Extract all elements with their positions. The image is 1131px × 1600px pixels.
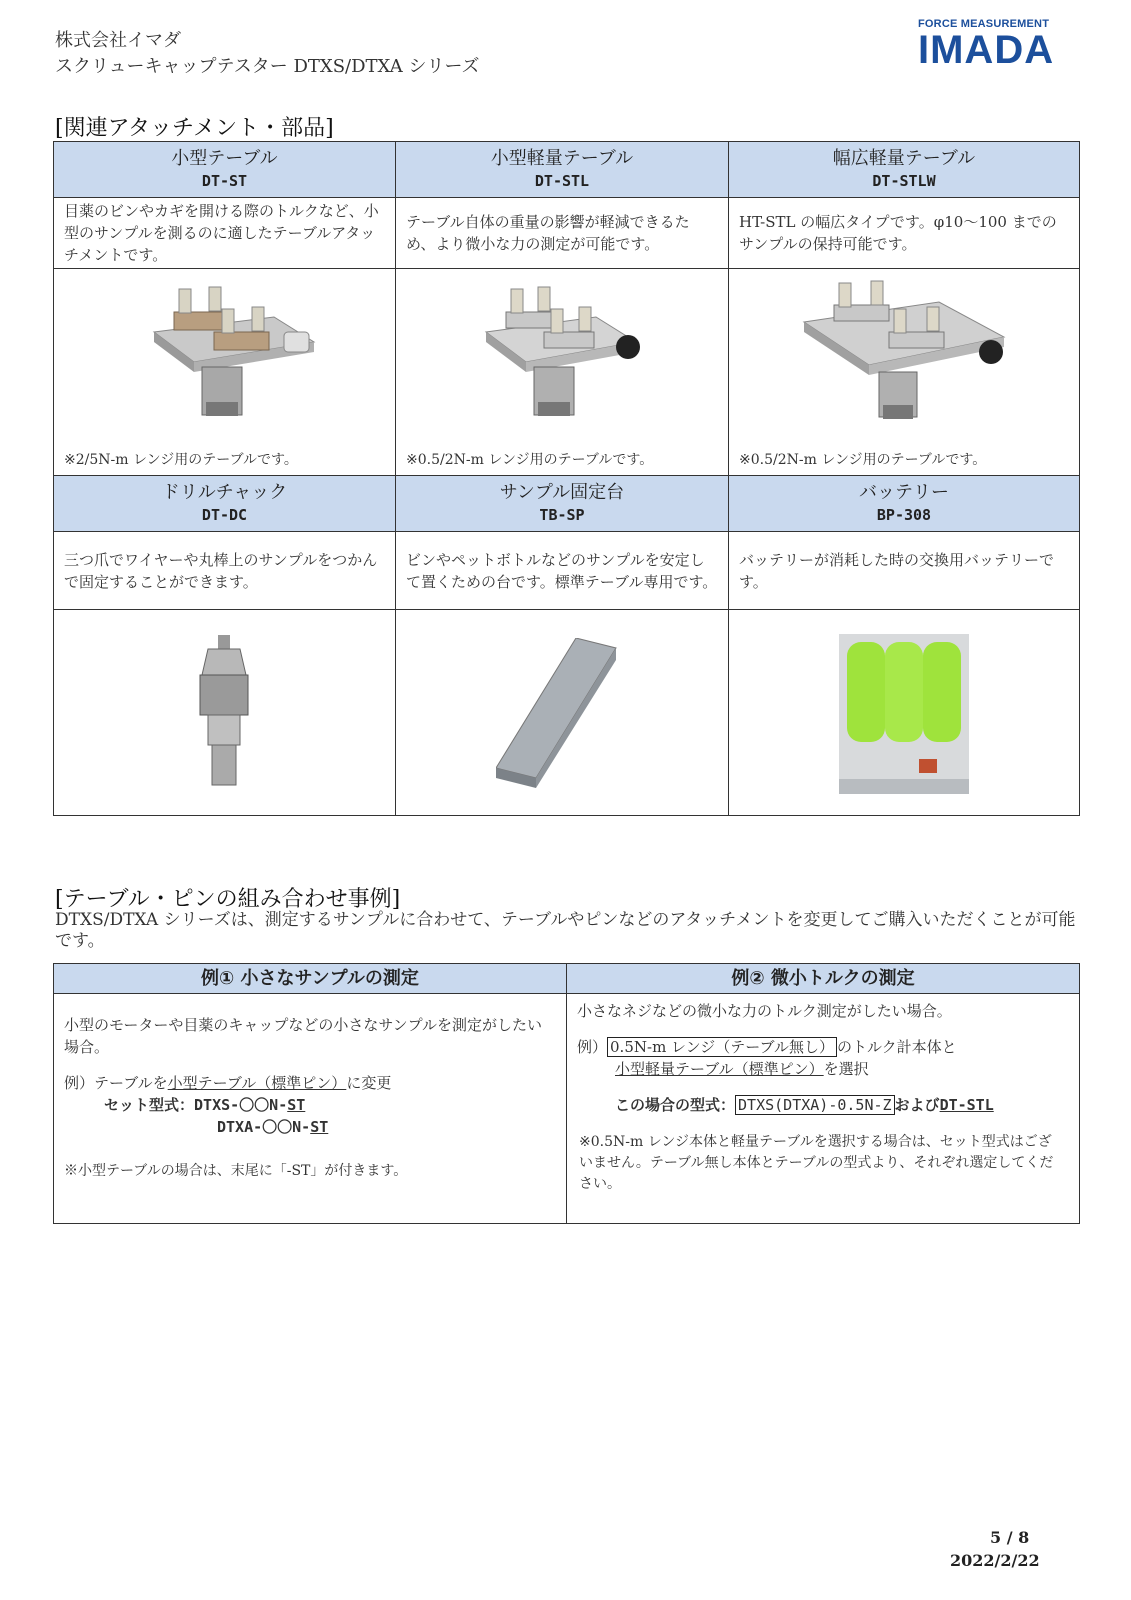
attachment-header-dt-stl (396, 142, 729, 198)
attachment-desc: 目薬のビンやカギを開ける際のトルクなど、小型のサンプルを測るのに適したテーブルアタッチメントです。 (54, 198, 396, 269)
small-table-image (144, 277, 324, 427)
logo-tagline: FORCE MEASUREMENT (918, 18, 1050, 30)
logo-wordmark: IMADA (918, 28, 1055, 72)
example2-underlined: 小型軽量テーブル（標準ピン） (615, 1060, 824, 1078)
set-label: セット型式： (104, 1096, 195, 1114)
attachment-name: 幅広軽量テーブル (832, 147, 976, 169)
company-name: 株式会社イマダ (55, 30, 181, 51)
example1-note: ※小型テーブルの場合は、末尾に「-ST」が付きます。 (64, 1163, 408, 1179)
attachment-header-tb-sp (396, 476, 729, 532)
attachment-image-cell (396, 610, 729, 816)
attachments-section-title: [関連アタッチメント・部品] (55, 116, 334, 141)
model2-suffix: ST (310, 1118, 329, 1136)
attachment-code: DT-STL (534, 171, 590, 190)
attachment-code: DT-STLW (872, 171, 936, 190)
imada-logo (918, 18, 1068, 70)
attachment-image-cell (396, 269, 729, 476)
example1-underlined: 小型テーブル（標準ピン） (167, 1074, 347, 1092)
example2-body (567, 994, 1080, 1224)
attachment-header-dt-dc (54, 476, 396, 532)
drill-chuck-image (194, 635, 254, 795)
attachment-note: ※0.5/2N-m レンジ用のテーブルです。 (739, 452, 987, 468)
combination-intro: DTXS/DTXA シリーズは、測定するサンプルに合わせて、テーブルやピンなどのアタッチメントを変更してご購入いただくことが可能です。 (55, 910, 1076, 951)
attachment-code: DT-DC (201, 505, 248, 524)
sample-stand-image (496, 638, 636, 788)
document-date: 2022/2/22 (950, 1551, 1040, 1570)
attachment-note: ※2/5N-m レンジ用のテーブルです。 (64, 452, 298, 468)
attachment-name: ドリルチャック (161, 481, 288, 503)
page-number: 5 / 8 (990, 1528, 1030, 1547)
small-light-table-image (476, 277, 656, 427)
attachment-desc: ビンやペットボトルなどのサンプルを安定して置くための台です。標準テーブル専用です。 (396, 532, 729, 610)
combination-section-title: [テーブル・ピンの組み合わせ事例] (55, 887, 401, 912)
attachment-image-cell (729, 610, 1080, 816)
attachment-desc: HT-STL の幅広タイプです。φ10～100 までのサンプルの保持可能です。 (729, 198, 1080, 269)
example2-header: 例② 微小トルクの測定 (567, 964, 1080, 994)
attachment-code: DT-ST (201, 171, 248, 190)
example2-example (567, 1022, 1079, 1058)
attachment-code: BP-308 (876, 505, 932, 524)
product-name: スクリューキャップテスター DTXS/DTXA シリーズ (55, 56, 480, 77)
example2-prefix: 例） (577, 1038, 608, 1056)
example1-prefix: 例）テーブルを (64, 1074, 168, 1092)
attachment-image-cell (54, 269, 396, 476)
attachment-code: TB-SP (539, 505, 585, 524)
attachment-note: ※0.5/2N-m レンジ用のテーブルです。 (406, 452, 654, 468)
example1-text: 小型のモーターや目薬のキャップなどの小さなサンプルを測定がしたい場合。 (64, 1016, 543, 1056)
attachment-name: 小型テーブル (171, 147, 278, 169)
model1-base: DTXS-〇〇N- (194, 1096, 288, 1114)
model-label: この場合の型式： (615, 1096, 736, 1114)
attachment-desc: バッテリーが消耗した時の交換用バッテリーです。 (729, 532, 1080, 610)
battery-image (839, 634, 969, 794)
example2-after-underlined: を選択 (823, 1060, 869, 1078)
example2-boxed: 0.5N-m レンジ（テーブル無し） (607, 1037, 837, 1057)
model-underlined: DT-STL (939, 1096, 994, 1114)
example2-text: 小さなネジなどの微小な力のトルク測定がしたい場合。 (577, 1002, 952, 1020)
attachment-desc: 三つ爪でワイヤーや丸棒上のサンプルをつかんで固定することができます。 (54, 532, 396, 610)
attachment-header-dt-st (54, 142, 396, 198)
attachment-image-cell (54, 610, 396, 816)
example2-example-line2 (567, 1058, 1079, 1080)
attachment-image-cell (729, 269, 1080, 476)
example1-example (54, 1058, 566, 1094)
attachment-desc: テーブル自体の重量の影響が軽減できるため、より微小な力の測定が可能です。 (396, 198, 729, 269)
attachment-header-dt-stlw (729, 142, 1080, 198)
example1-model2 (54, 1116, 566, 1138)
example2-model (567, 1080, 1079, 1116)
model1-suffix: ST (287, 1096, 306, 1114)
attachment-header-bp-308 (729, 476, 1080, 532)
example1-model1 (54, 1094, 566, 1116)
model2-base: DTXA-〇〇N- (217, 1118, 311, 1136)
example1-body (54, 994, 567, 1224)
model-and: および (894, 1096, 940, 1114)
attachment-name: サンプル固定台 (499, 481, 625, 503)
example1-suffix: に変更 (346, 1074, 392, 1092)
example2-note: ※0.5N-m レンジ本体と軽量テーブルを選択する場合は、セット型式はございません。テーブル無し本体とテーブルの型式より、それぞれ選定してください。 (579, 1134, 1054, 1192)
attachment-name: 小型軽量テーブル (490, 147, 634, 169)
example2-after-boxed: のトルク計本体と (836, 1038, 957, 1056)
wide-light-table-image (799, 277, 1009, 427)
combination-table (53, 963, 1080, 1224)
model-boxed: DTXS(DTXA)-0.5N-Z (735, 1095, 895, 1115)
example1-header: 例① 小さなサンプルの測定 (54, 964, 567, 994)
attachment-name: バッテリー (859, 481, 949, 503)
attachments-table (53, 141, 1080, 816)
